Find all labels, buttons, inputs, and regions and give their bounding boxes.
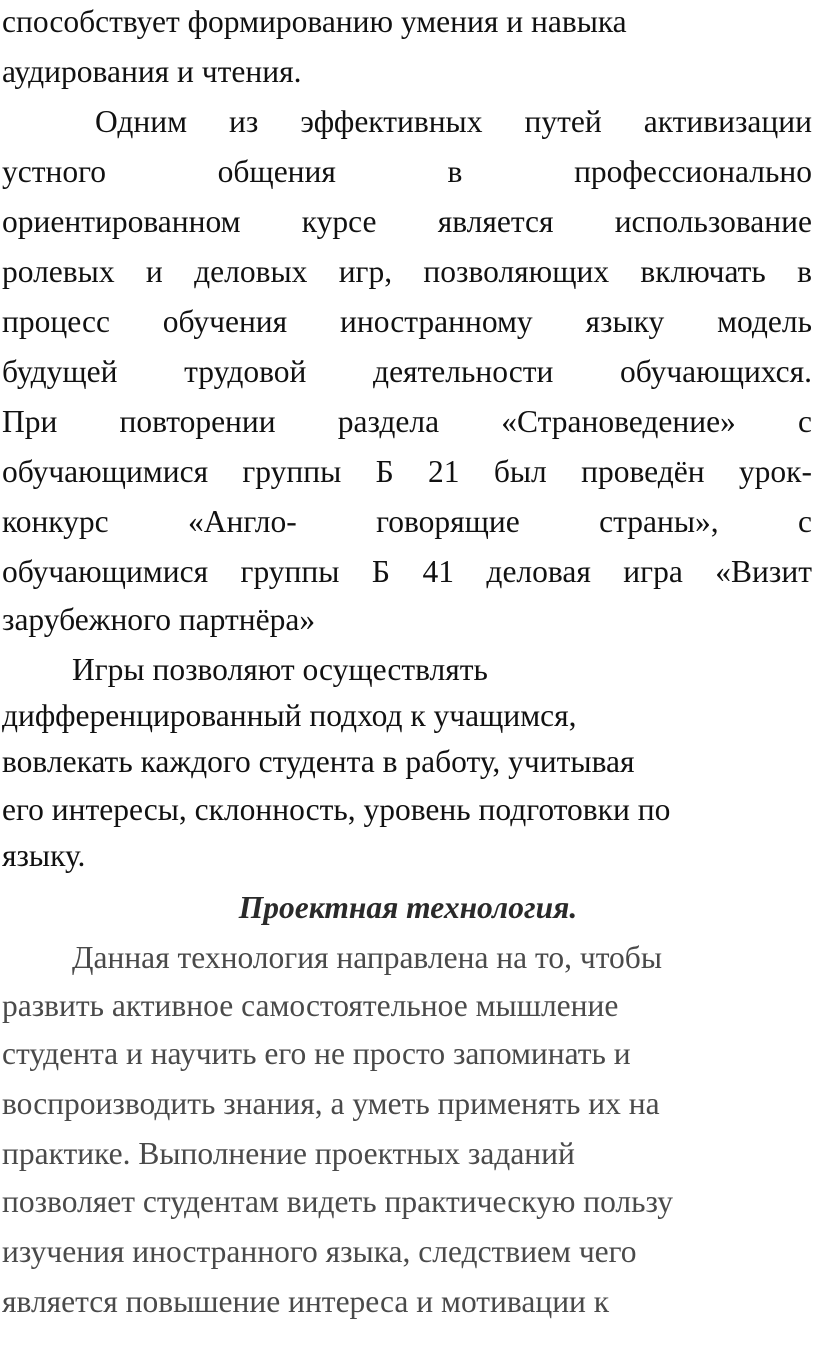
word: в [447,154,463,189]
paragraph-4-line: Данная технология направлена на то, чтобы [72,940,662,975]
paragraph-4-line: воспроизводить знания, а уметь применять их на [2,1086,660,1121]
paragraph-4-line: позволяет студентам видеть практическую пользу [2,1184,674,1219]
paragraph-2-line [2,402,812,442]
paragraph-1-line: способствует формированию умения и навыка [2,4,627,39]
section-heading: Проектная технология. [238,890,578,925]
word: ориентированном [2,204,241,239]
word: повторении [119,404,276,439]
paragraph-2-line: зарубежного партнёра» [2,602,316,637]
paragraph-3-line: вовлекать каждого студента в работу, учитывая [2,744,635,779]
word: «Страноведение» [501,404,736,439]
paragraph-2-line [2,502,812,542]
word: общения [217,154,336,189]
word: группы [242,454,342,489]
word: раздела [337,404,440,439]
word: игр, [338,254,393,289]
word: конкурс [2,504,109,539]
word: проведён [581,454,705,489]
word: При [2,404,58,439]
paragraph-2-line [2,352,812,392]
paragraph-4-line: является повышение интереса и мотивации к [2,1284,610,1319]
word: был [493,454,547,489]
paragraph-2-line [2,202,812,242]
word: эффективных [300,104,483,139]
paragraph-4-line: практике. Выполнение проектных заданий [2,1136,575,1171]
word: 41 [422,554,454,589]
paragraph-3-line: дифференцированный подход к учащимся, [2,698,577,733]
paragraph-1-line: аудирования и чтения. [2,54,302,89]
word: обучающимися [2,454,209,489]
word: «Англо- [188,504,297,539]
word: обучающимися [2,554,209,589]
paragraph-4-line: изучения иностранного языка, следствием чего [2,1234,637,1269]
word: с [797,404,812,439]
word: языку [585,304,665,339]
word: из [229,104,259,139]
paragraph-3-line: его интересы, склонность, уровень подготовки по [2,792,671,827]
word: курсе [301,204,377,239]
word: обучения [162,304,288,339]
word: страны», [599,504,719,539]
word: деловых [194,254,308,289]
paragraph-2-line [2,152,812,192]
word: процесс [2,304,110,339]
word: модель [717,304,812,339]
paragraph-2-line [2,302,812,342]
word: Б [371,554,390,589]
word: ролевых [2,254,115,289]
paragraph-3-line: Игры позволяют осуществлять [72,652,488,687]
paragraph-4-line: развить активное самостоятельное мышление [2,988,619,1023]
word: «Визит [715,554,812,589]
paragraph-4-line: студента и научить его не просто запоминать и [2,1036,631,1071]
word: с [798,504,812,539]
word: игра [623,554,683,589]
paragraph-2-line [2,252,812,292]
word: иностранному [340,304,533,339]
paragraph-2-line [95,102,812,142]
word: использование [614,204,812,239]
word: является [437,204,554,239]
paragraph-2-line [2,452,812,492]
word: включать [640,254,766,289]
word: позволяющих [423,254,610,289]
word: обучающихся. [620,354,812,389]
word: деятельности [373,354,554,389]
word: говорящие [376,504,520,539]
word: Б [375,454,394,489]
word: в [797,254,812,289]
word: активизации [643,104,812,139]
word: 21 [428,454,460,489]
paragraph-2-line [2,552,812,592]
word: путей [524,104,602,139]
word: устного [2,154,106,189]
word: группы [240,554,340,589]
word: урок- [738,454,812,489]
word: трудовой [184,354,307,389]
word: деловая [486,554,591,589]
paragraph-3-line: языку. [2,838,86,873]
word: будущей [2,354,118,389]
word: профессионально [574,154,812,189]
word: и [145,254,163,289]
word: Одним [95,104,188,139]
